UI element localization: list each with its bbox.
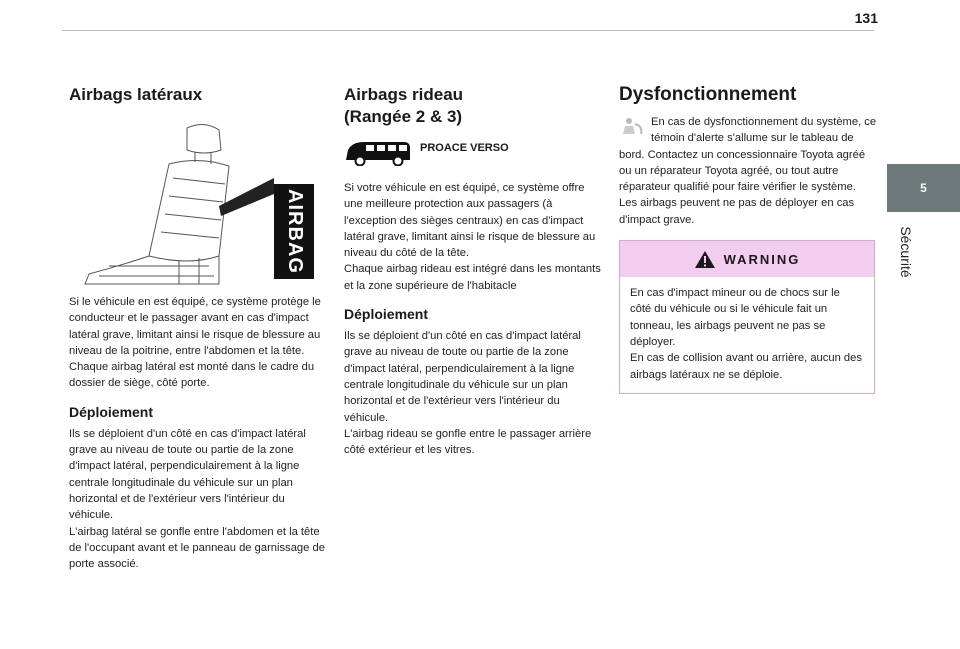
chapter-label [891,214,921,294]
airbag-warning-light-icon [619,116,647,138]
side-deploy-heading: Déploiement [69,403,154,420]
malfunction-intro [619,114,877,228]
curtain-title-line-2: (Rangée 2 & 3) [344,107,463,126]
airbag-label-text: AIRBAG [283,189,306,274]
side-deploy-text [69,426,327,573]
seat-illustration [69,116,279,286]
curtain-airbags-column [344,84,602,458]
curtain-airbags-para-2: Chaque airbag rideau est intégré dans les montants et la zone supérieure de l'habitacle [344,263,601,292]
header-divider [62,30,874,31]
curtain-title-line-1: Airbags rideau [344,85,464,104]
curtain-airbags-title [344,84,602,128]
chapter-tab[interactable]: 5 [887,164,960,212]
airbag-label-box [274,184,314,279]
warning-body [620,277,874,393]
warning-para-2: En cas de collision avant ou arrière, aucun des airbags latéraux ne se déploie. [630,352,862,381]
malfunction-title: Dysfonctionnement [619,84,797,105]
chapter-label-text: Sécurité [898,226,914,278]
warning-title: WARNING [723,251,801,267]
side-deploy-para-2: L'airbag latéral se gonfle entre l'abdomen et la tête de l'occupant avant et le panneau de garnissage de porte associé. [69,525,325,571]
van-icon [344,138,412,166]
curtain-airbags-para-1: Si votre véhicule en est équipé, ce système offre une meilleure protection aux passagers (à l'exception des sièges centraux) en cas d'impact latéral grave, limitant ainsi le risque de blessure au niveau du côté de la tête. [344,182,596,260]
side-airbags-text [69,294,327,392]
curtain-deploy-heading: Déploiement [344,306,429,323]
malfunction-text [619,114,877,228]
page-number: 131 [854,10,878,26]
side-deploy-para-1: Ils se déploient d'un côté en cas d'impact latéral grave au niveau de toute ou partie de la zone d'impact latéral, perpendiculairement à la ligne centrale longitudinale du véhicule sur un plan horizontal et de l'extérieur vers l'intérieur du véhicule. [69,427,306,522]
warning-text [630,285,864,383]
vehicle-model-row [344,138,602,166]
malfunction-column [619,84,877,394]
side-airbags-para-1: Si le véhicule en est équipé, ce système protège le conducteur et le passager avant en cas d'impact latéral grave, limitant ainsi le risque de blessure au niveau de la poitrine, entre l'abdomen et la tête. [69,296,321,357]
malfunction-para-2: Les airbags peuvent ne pas de déployer en cas d'impact grave. [619,197,855,226]
curtain-airbags-text [344,180,602,294]
curtain-deploy-para-1: Ils se déploient d'un côté en cas d'impact latéral grave au niveau de toute ou partie de la zone d'impact latéral, perpendiculairement à la ligne centrale longitudinale du véhicule sur un plan horizontal et de l'extérieur vers l'intérieur du véhicule. [344,330,581,424]
curtain-deploy-text [344,328,602,458]
malfunction-para-1: En cas de dysfonctionnement du système, ce témoin d'alerte s'allume sur le tableau de bord. Contactez un concessionnaire Toyota agréé ou un réparateur Toyota agréé, ou tout autre réparateur qualifié pour faire vérifier le système. [619,116,877,194]
side-airbags-para-2: Chaque airbag latéral est monté dans le cadre du dossier de siège, côté porte. [69,361,315,390]
side-airbags-column [69,84,327,572]
side-airbags-title: Airbags latéraux [69,85,203,104]
warning-triangle-icon [694,250,716,269]
seat-airbag-figure [69,116,327,286]
warning-header [620,241,874,277]
warning-box [619,240,875,394]
curtain-deploy-para-2: L'airbag rideau se gonfle entre le passager arrière côté extérieur et les vitres. [344,427,592,457]
vehicle-model-label: PROACE VERSO [420,142,509,154]
warning-para-1: En cas d'impact mineur ou de chocs sur le côté du véhicule ou si le véhicule fait un tonneau, les airbags peuvent ne pas se déployer. [630,287,840,348]
